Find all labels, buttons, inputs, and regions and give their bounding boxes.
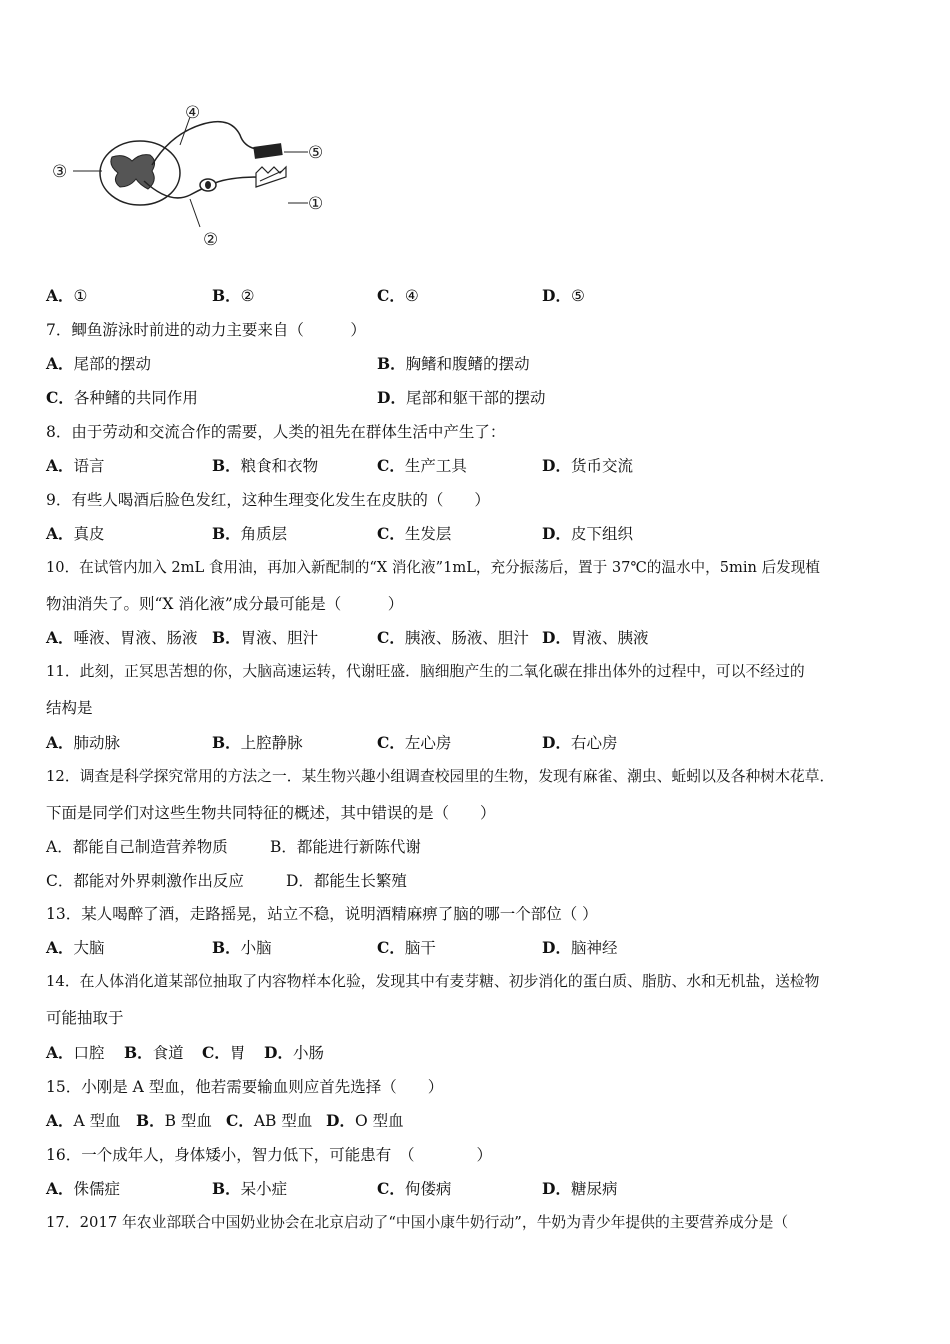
q13-option-c: [377, 938, 436, 958]
option-text: 上腔静脉: [240, 734, 303, 752]
q14-option-c: [202, 1043, 245, 1063]
q11-option-a: [46, 733, 120, 753]
q8-option-a: [46, 456, 105, 476]
option-text: 胃液、胰液: [570, 629, 649, 647]
option-text: 尾部的摆动: [73, 355, 152, 373]
q6-option-b: [212, 286, 255, 306]
option-text: 语言: [73, 457, 105, 475]
q6-option-c: [377, 286, 419, 306]
q13-option-a: [46, 938, 105, 958]
option-letter: D．: [542, 1179, 571, 1198]
option-text: 糖尿病: [570, 1180, 618, 1198]
q9-option-b: [212, 524, 287, 544]
q16-option-b: [212, 1179, 287, 1199]
option-letter: A．: [46, 733, 74, 752]
option-letter: B．: [212, 628, 241, 647]
option-letter: B．: [377, 354, 406, 373]
option-letter: C．: [377, 628, 405, 647]
q10-option-a: [46, 628, 198, 648]
q12-option-c: C．都能对外界刺激作出反应: [46, 872, 244, 890]
q15-option-a: [46, 1111, 121, 1131]
efferent-nerve: [152, 122, 265, 165]
q6-option-a: [46, 286, 87, 306]
q14-stem-line2: 可能抽取于: [46, 1009, 124, 1027]
q13-stem: 13．某人喝醉了酒，走路摇晃，站立不稳，说明酒精麻痹了脑的哪一个部位（ ）: [46, 905, 598, 923]
q16-option-a: [46, 1179, 120, 1199]
option-text: A 型血: [73, 1112, 121, 1130]
option-text: 各种鳍的共同作用: [73, 389, 198, 407]
receptor: [256, 167, 286, 187]
q16-option-d: [542, 1179, 617, 1199]
q9-stem: 9．有些人喝酒后脸色发红，这种生理变化发生在皮肤的（ ）: [46, 491, 490, 509]
option-letter: B．: [124, 1043, 153, 1062]
q10-stem-line2: 物油消失了。则“X 消化液”成分最可能是（ ）: [46, 595, 404, 613]
option-letter: D．: [377, 388, 406, 407]
option-letter: B．: [136, 1111, 165, 1130]
q12-option-b: B．都能进行新陈代谢: [270, 838, 421, 856]
option-letter: C．: [377, 286, 405, 305]
option-letter: C．: [202, 1043, 230, 1062]
q11-option-d: [542, 733, 617, 753]
q8-option-b: [212, 456, 318, 476]
q15-option-b: [136, 1111, 212, 1131]
option-text: 角质层: [240, 525, 288, 543]
option-letter: A．: [46, 286, 74, 305]
q14-option-a: [46, 1043, 105, 1063]
option-letter: D．: [542, 524, 571, 543]
q15-option-d: [326, 1111, 404, 1131]
q9-option-d: [542, 524, 633, 544]
effector: [253, 143, 282, 159]
q8-option-c: [377, 456, 467, 476]
q9-option-a: [46, 524, 105, 544]
option-text: 脑神经: [570, 939, 618, 957]
q14-stem-line1: 14．在人体消化道某部位抽取了内容物样本化验，发现其中有麦芽糖、初步消化的蛋白质、脂肪、水和无机盐，送检物: [46, 973, 820, 990]
option-text: 货币交流: [570, 457, 633, 475]
option-letter: A．: [46, 354, 74, 373]
option-text: 大脑: [73, 939, 105, 957]
option-text: 胃: [229, 1044, 246, 1062]
q9-option-c: [377, 524, 451, 544]
option-letter: D．: [542, 733, 571, 752]
q8-option-d: [542, 456, 633, 476]
option-letter: B．: [212, 456, 241, 475]
option-text: 唾液、胃液、肠液: [73, 629, 198, 647]
q12-stem-line2: 下面是同学们对这些生物共同特征的概述，其中错误的是（ ）: [46, 804, 496, 822]
option-text: 肺动脉: [73, 734, 121, 752]
option-letter: B．: [212, 286, 241, 305]
option-letter: A．: [46, 938, 74, 957]
option-letter: C．: [377, 524, 405, 543]
label-2: ②: [203, 230, 219, 250]
label-3: ③: [52, 162, 68, 182]
option-text: 粮食和衣物: [240, 457, 319, 475]
option-text: 皮下组织: [570, 525, 633, 543]
q7-option-d: [377, 388, 545, 408]
q7-option-c: [46, 388, 198, 408]
option-text: 真皮: [73, 525, 105, 543]
option-letter: D．: [542, 938, 571, 957]
option-text: 左心房: [404, 734, 452, 752]
option-letter: D．: [326, 1111, 355, 1130]
q16-stem: 16．一个成年人，身体矮小，智力低下，可能患有 （ ）: [46, 1146, 492, 1164]
option-text: 胃液、胆汁: [240, 629, 319, 647]
option-text: 胸鳍和腹鳍的摆动: [405, 355, 530, 373]
option-letter: C．: [226, 1111, 254, 1130]
option-letter: B．: [212, 1179, 241, 1198]
option-text: 小脑: [240, 939, 272, 957]
option-letter: D．: [542, 628, 571, 647]
label-5: ⑤: [308, 143, 324, 163]
option-text: 生发层: [404, 525, 452, 543]
label-4: ④: [185, 103, 201, 123]
q11-option-c: [377, 733, 451, 753]
q7-option-b: [377, 354, 530, 374]
ganglion-core: [205, 181, 211, 189]
option-letter: C．: [377, 456, 405, 475]
option-letter: D．: [542, 456, 571, 475]
q13-option-d: [542, 938, 617, 958]
option-text: 侏儒症: [73, 1180, 121, 1198]
q10-option-d: [542, 628, 648, 648]
q11-stem-line1: 11．此刻，正冥思苦想的你，大脑高速运转，代谢旺盛．脑细胞产生的二氧化碳在排出体外的过程中，可以不经过的: [46, 663, 805, 680]
option-text: 胰液、肠液、胆汁: [404, 629, 529, 647]
q12-stem-line1: 12．调查是科学探究常用的方法之一．某生物兴趣小组调查校园里的生物，发现有麻雀、潮虫、蚯蚓以及各种树木花草．: [46, 768, 835, 785]
option-text: B 型血: [164, 1112, 212, 1130]
q13-option-b: [212, 938, 272, 958]
option-letter: A．: [46, 456, 74, 475]
q17-stem: 17．2017 年农业部联合中国奶业协会在北京启动了“中国小康牛奶行动”，牛奶为青少年提供的主要营养成分是（: [46, 1214, 789, 1231]
option-letter: B．: [212, 733, 241, 752]
option-text: 生产工具: [404, 457, 467, 475]
q15-option-c: [226, 1111, 312, 1131]
q7-stem: 7．鲫鱼游泳时前进的动力主要来自（ ）: [46, 321, 366, 339]
reflex-arc-diagram: [40, 95, 340, 255]
option-letter: C．: [377, 1179, 405, 1198]
option-text: 呆小症: [240, 1180, 288, 1198]
label-1: ①: [308, 194, 324, 214]
q15-stem: 15．小刚是 A 型血，他若需要输血则应首先选择（ ）: [46, 1078, 444, 1096]
option-letter: C．: [377, 733, 405, 752]
option-letter: A．: [46, 524, 74, 543]
option-letter: A．: [46, 1179, 74, 1198]
q10-stem-line1: 10．在试管内加入 2mL 食用油，再加入新配制的“X 消化液”1mL，充分振荡后，置于 37℃的温水中，5min 后发现植: [46, 559, 820, 576]
option-letter: D．: [542, 286, 571, 305]
option-letter: C．: [46, 388, 74, 407]
option-text: 食道: [152, 1044, 184, 1062]
q6-option-d: [542, 286, 585, 306]
option-text: 脑干: [404, 939, 436, 957]
q8-stem: 8．由于劳动和交流合作的需要，人类的祖先在群体生活中产生了：: [46, 423, 506, 441]
option-text: 小肠: [292, 1044, 324, 1062]
option-letter: B．: [212, 524, 241, 543]
q10-option-b: [212, 628, 318, 648]
option-text: ①: [73, 287, 88, 305]
option-text: AB 型血: [253, 1112, 313, 1130]
q11-stem-line2: 结构是: [46, 699, 93, 717]
option-letter: A．: [46, 1111, 74, 1130]
option-text: 佝偻病: [404, 1180, 452, 1198]
option-text: O 型血: [354, 1112, 404, 1130]
option-letter: A．: [46, 628, 74, 647]
option-letter: D．: [264, 1043, 293, 1062]
q14-option-b: [124, 1043, 184, 1063]
option-letter: B．: [212, 938, 241, 957]
option-text: 口腔: [73, 1044, 105, 1062]
option-text: ⑤: [570, 287, 585, 305]
q12-option-a: A．都能自己制造营养物质: [46, 838, 228, 856]
option-text: ②: [240, 287, 255, 305]
option-letter: A．: [46, 1043, 74, 1062]
q10-option-c: [377, 628, 529, 648]
q11-option-b: [212, 733, 303, 753]
q16-option-c: [377, 1179, 451, 1199]
option-text: 右心房: [570, 734, 618, 752]
q7-option-a: [46, 354, 151, 374]
option-letter: C．: [377, 938, 405, 957]
option-text: ④: [404, 287, 419, 305]
q12-option-d: D．都能生长繁殖: [286, 872, 407, 890]
option-text: 尾部和躯干部的摆动: [405, 389, 546, 407]
q14-option-d: [264, 1043, 324, 1063]
